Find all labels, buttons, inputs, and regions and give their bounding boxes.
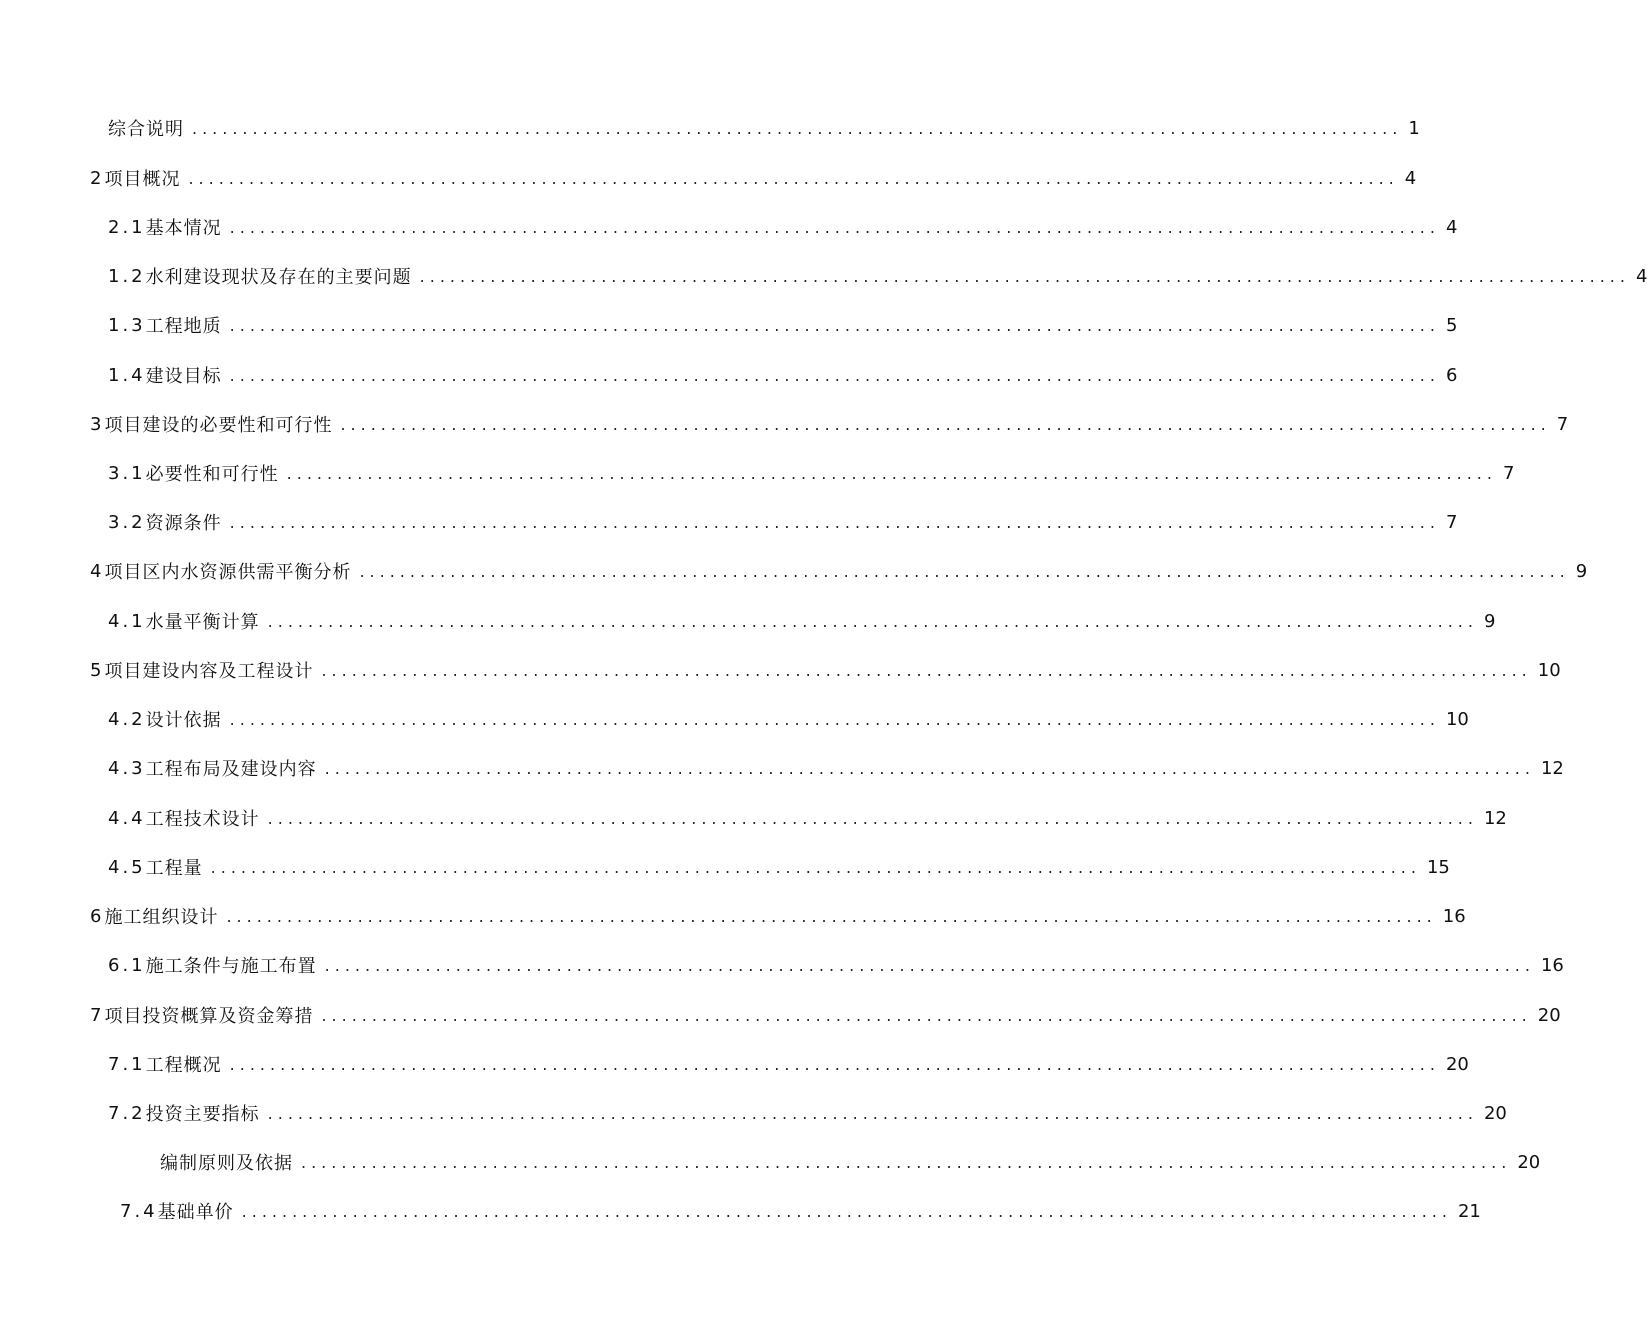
toc-entry[interactable] [108, 852, 1450, 882]
toc-entry-page-number: 7 [1445, 511, 1458, 533]
toc-entry-page-number: 1 [1408, 117, 1420, 139]
toc-entry-title: 投资主要指标 [145, 1104, 260, 1125]
toc-entry-title: 资源条件 [145, 513, 222, 534]
toc-entry-title: 必要性和可行性 [145, 464, 279, 485]
toc-entry-page-number: 4 [1445, 216, 1458, 238]
toc-entry-title: 编制原则及依据 [160, 1153, 293, 1174]
toc-entry-page-number: 5 [1445, 314, 1458, 336]
toc-entry-page-number: 15 [1426, 856, 1450, 878]
toc-entry-number: 7.2 [108, 1102, 146, 1124]
toc-entry-number: 7.4 [120, 1200, 158, 1222]
toc-entry-number: 4.2 [108, 708, 146, 730]
toc-entry-title: 项目投资概算及资金筹措 [104, 1006, 314, 1027]
toc-entry-number: 5 [90, 659, 105, 681]
toc-entry-page-number: 7 [1556, 413, 1569, 435]
toc-entry-title: 施工条件与施工布置 [145, 956, 317, 977]
toc-entry-title: 施工组织设计 [104, 907, 219, 928]
toc-entry[interactable] [90, 901, 1466, 931]
toc-entry-page-number: 7 [1502, 462, 1515, 484]
toc-entry-number: 2.1 [108, 216, 146, 238]
toc-entry[interactable] [108, 458, 1515, 488]
toc-entry-title: 基础单价 [157, 1202, 234, 1223]
toc-entry-number: 4.5 [108, 856, 146, 878]
toc-dot-leader: ........................................................................................................................ [226, 906, 1437, 926]
toc-entry-number: 6.1 [108, 954, 146, 976]
toc-entry-title: 建设目标 [145, 366, 222, 387]
toc-dot-leader: ........................................................................................................................ [419, 266, 1630, 286]
toc-dot-leader: ........................................................................................................................ [229, 512, 1440, 532]
toc-entry-page-number: 21 [1457, 1200, 1481, 1222]
toc-entry[interactable] [120, 1196, 1481, 1226]
toc-entry-title: 工程量 [145, 858, 203, 879]
toc-entry[interactable] [108, 704, 1469, 734]
toc-entry-page-number: 16 [1442, 905, 1466, 927]
toc-entry-title: 综合说明 [108, 119, 184, 140]
toc-entry[interactable] [108, 950, 1564, 980]
toc-entry[interactable] [108, 606, 1496, 636]
toc-entry[interactable] [90, 163, 1417, 193]
toc-dot-leader: ........................................................................................................................ [229, 315, 1440, 335]
toc-entry-page-number: 20 [1517, 1151, 1541, 1173]
toc-dot-leader: ........................................................................................................................ [267, 611, 1478, 631]
toc-entry[interactable] [160, 1147, 1541, 1177]
toc-entry-title: 基本情况 [145, 218, 222, 239]
toc-entry[interactable] [90, 556, 1588, 586]
toc-entry-number: 3.2 [108, 511, 146, 533]
toc-entry-number: 7 [90, 1004, 105, 1026]
toc-dot-leader: ........................................................................................................................ [188, 168, 1399, 188]
toc-entry-page-number: 12 [1483, 807, 1507, 829]
toc-entry-number: 3 [90, 413, 105, 435]
toc-entry-number: 4.1 [108, 610, 146, 632]
toc-entry-title: 设计依据 [145, 710, 222, 731]
toc-entry-page-number: 20 [1483, 1102, 1507, 1124]
toc-entry-title: 水利建设现状及存在的主要问题 [145, 267, 412, 288]
toc-dot-leader: ........................................................................................................................ [301, 1152, 1512, 1172]
toc-entry[interactable] [108, 507, 1458, 537]
toc-entry[interactable] [108, 753, 1564, 783]
toc-dot-leader: ........................................................................................................................ [286, 463, 1497, 483]
toc-entry[interactable] [108, 360, 1458, 390]
toc-entry-number: 6 [90, 905, 105, 927]
toc-entry-page-number: 20 [1537, 1004, 1561, 1026]
toc-dot-leader: ........................................................................................................................ [321, 660, 1532, 680]
toc-entry[interactable] [90, 1000, 1561, 1030]
toc-entry-title: 项目建设的必要性和可行性 [104, 415, 333, 436]
toc-dot-leader: ........................................................................................................................ [340, 414, 1551, 434]
toc-entry-title: 项目区内水资源供需平衡分析 [104, 562, 352, 583]
toc-dot-leader: ........................................................................................................................ [229, 217, 1440, 237]
toc-entry-title: 工程布局及建设内容 [145, 759, 317, 780]
toc-entry-number: 4.4 [108, 807, 146, 829]
toc-entry[interactable] [90, 409, 1569, 439]
toc-entry-title: 项目概况 [104, 169, 181, 190]
toc-entry-number: 2 [90, 167, 105, 189]
toc-entry[interactable] [90, 655, 1561, 685]
toc-dot-leader: ........................................................................................................................ [321, 1005, 1532, 1025]
toc-entry-page-number: 9 [1483, 610, 1496, 632]
toc-entry-title: 工程地质 [145, 316, 222, 337]
toc-dot-leader: ........................................................................................................................ [210, 857, 1421, 877]
toc-entry-title: 工程概况 [145, 1055, 222, 1076]
toc-entry-number: 4 [90, 560, 105, 582]
toc-entry-title: 工程技术设计 [145, 809, 260, 830]
toc-dot-leader: ........................................................................................................................ [359, 561, 1570, 581]
toc-entry-page-number: 16 [1540, 954, 1564, 976]
toc-entry-page-number: 20 [1445, 1053, 1469, 1075]
toc-dot-leader: ........................................................................................................................ [192, 118, 1403, 138]
toc-entry-page-number: 4 [1404, 167, 1417, 189]
toc-dot-leader: ........................................................................................................................ [229, 365, 1440, 385]
toc-entry-title: 水量平衡计算 [145, 612, 260, 633]
toc-entry[interactable] [108, 803, 1507, 833]
toc-entry-page-number: 4 [1635, 265, 1647, 287]
toc-entry[interactable] [108, 113, 1420, 143]
toc-entry[interactable] [108, 1098, 1507, 1128]
toc-entry-number: 4.3 [108, 757, 146, 779]
toc-entry-title: 项目建设内容及工程设计 [104, 661, 314, 682]
toc-entry-number: 3.1 [108, 462, 146, 484]
toc-entry[interactable] [108, 261, 1647, 291]
toc-dot-leader: ........................................................................................................................ [267, 808, 1478, 828]
toc-entry-page-number: 9 [1575, 560, 1588, 582]
toc-entry-page-number: 6 [1445, 364, 1458, 386]
toc-entry[interactable] [108, 1049, 1469, 1079]
toc-entry-number: 1.2 [108, 265, 146, 287]
toc-dot-leader: ........................................................................................................................ [267, 1103, 1478, 1123]
toc-entry-number: 1.4 [108, 364, 146, 386]
toc-entry[interactable] [108, 212, 1458, 242]
toc-entry[interactable] [108, 310, 1458, 340]
toc-entry-page-number: 10 [1537, 659, 1561, 681]
toc-dot-leader: ........................................................................................................................ [229, 709, 1440, 729]
toc-dot-leader: ........................................................................................................................ [324, 758, 1535, 778]
toc-entry-number: 7.1 [108, 1053, 146, 1075]
toc-entry-number: 1.3 [108, 314, 146, 336]
toc-dot-leader: ........................................................................................................................ [229, 1054, 1440, 1074]
toc-dot-leader: ........................................................................................................................ [324, 955, 1535, 975]
toc-entry-page-number: 10 [1445, 708, 1469, 730]
toc-entry-page-number: 12 [1540, 757, 1564, 779]
toc-dot-leader: ........................................................................................................................ [241, 1201, 1452, 1221]
